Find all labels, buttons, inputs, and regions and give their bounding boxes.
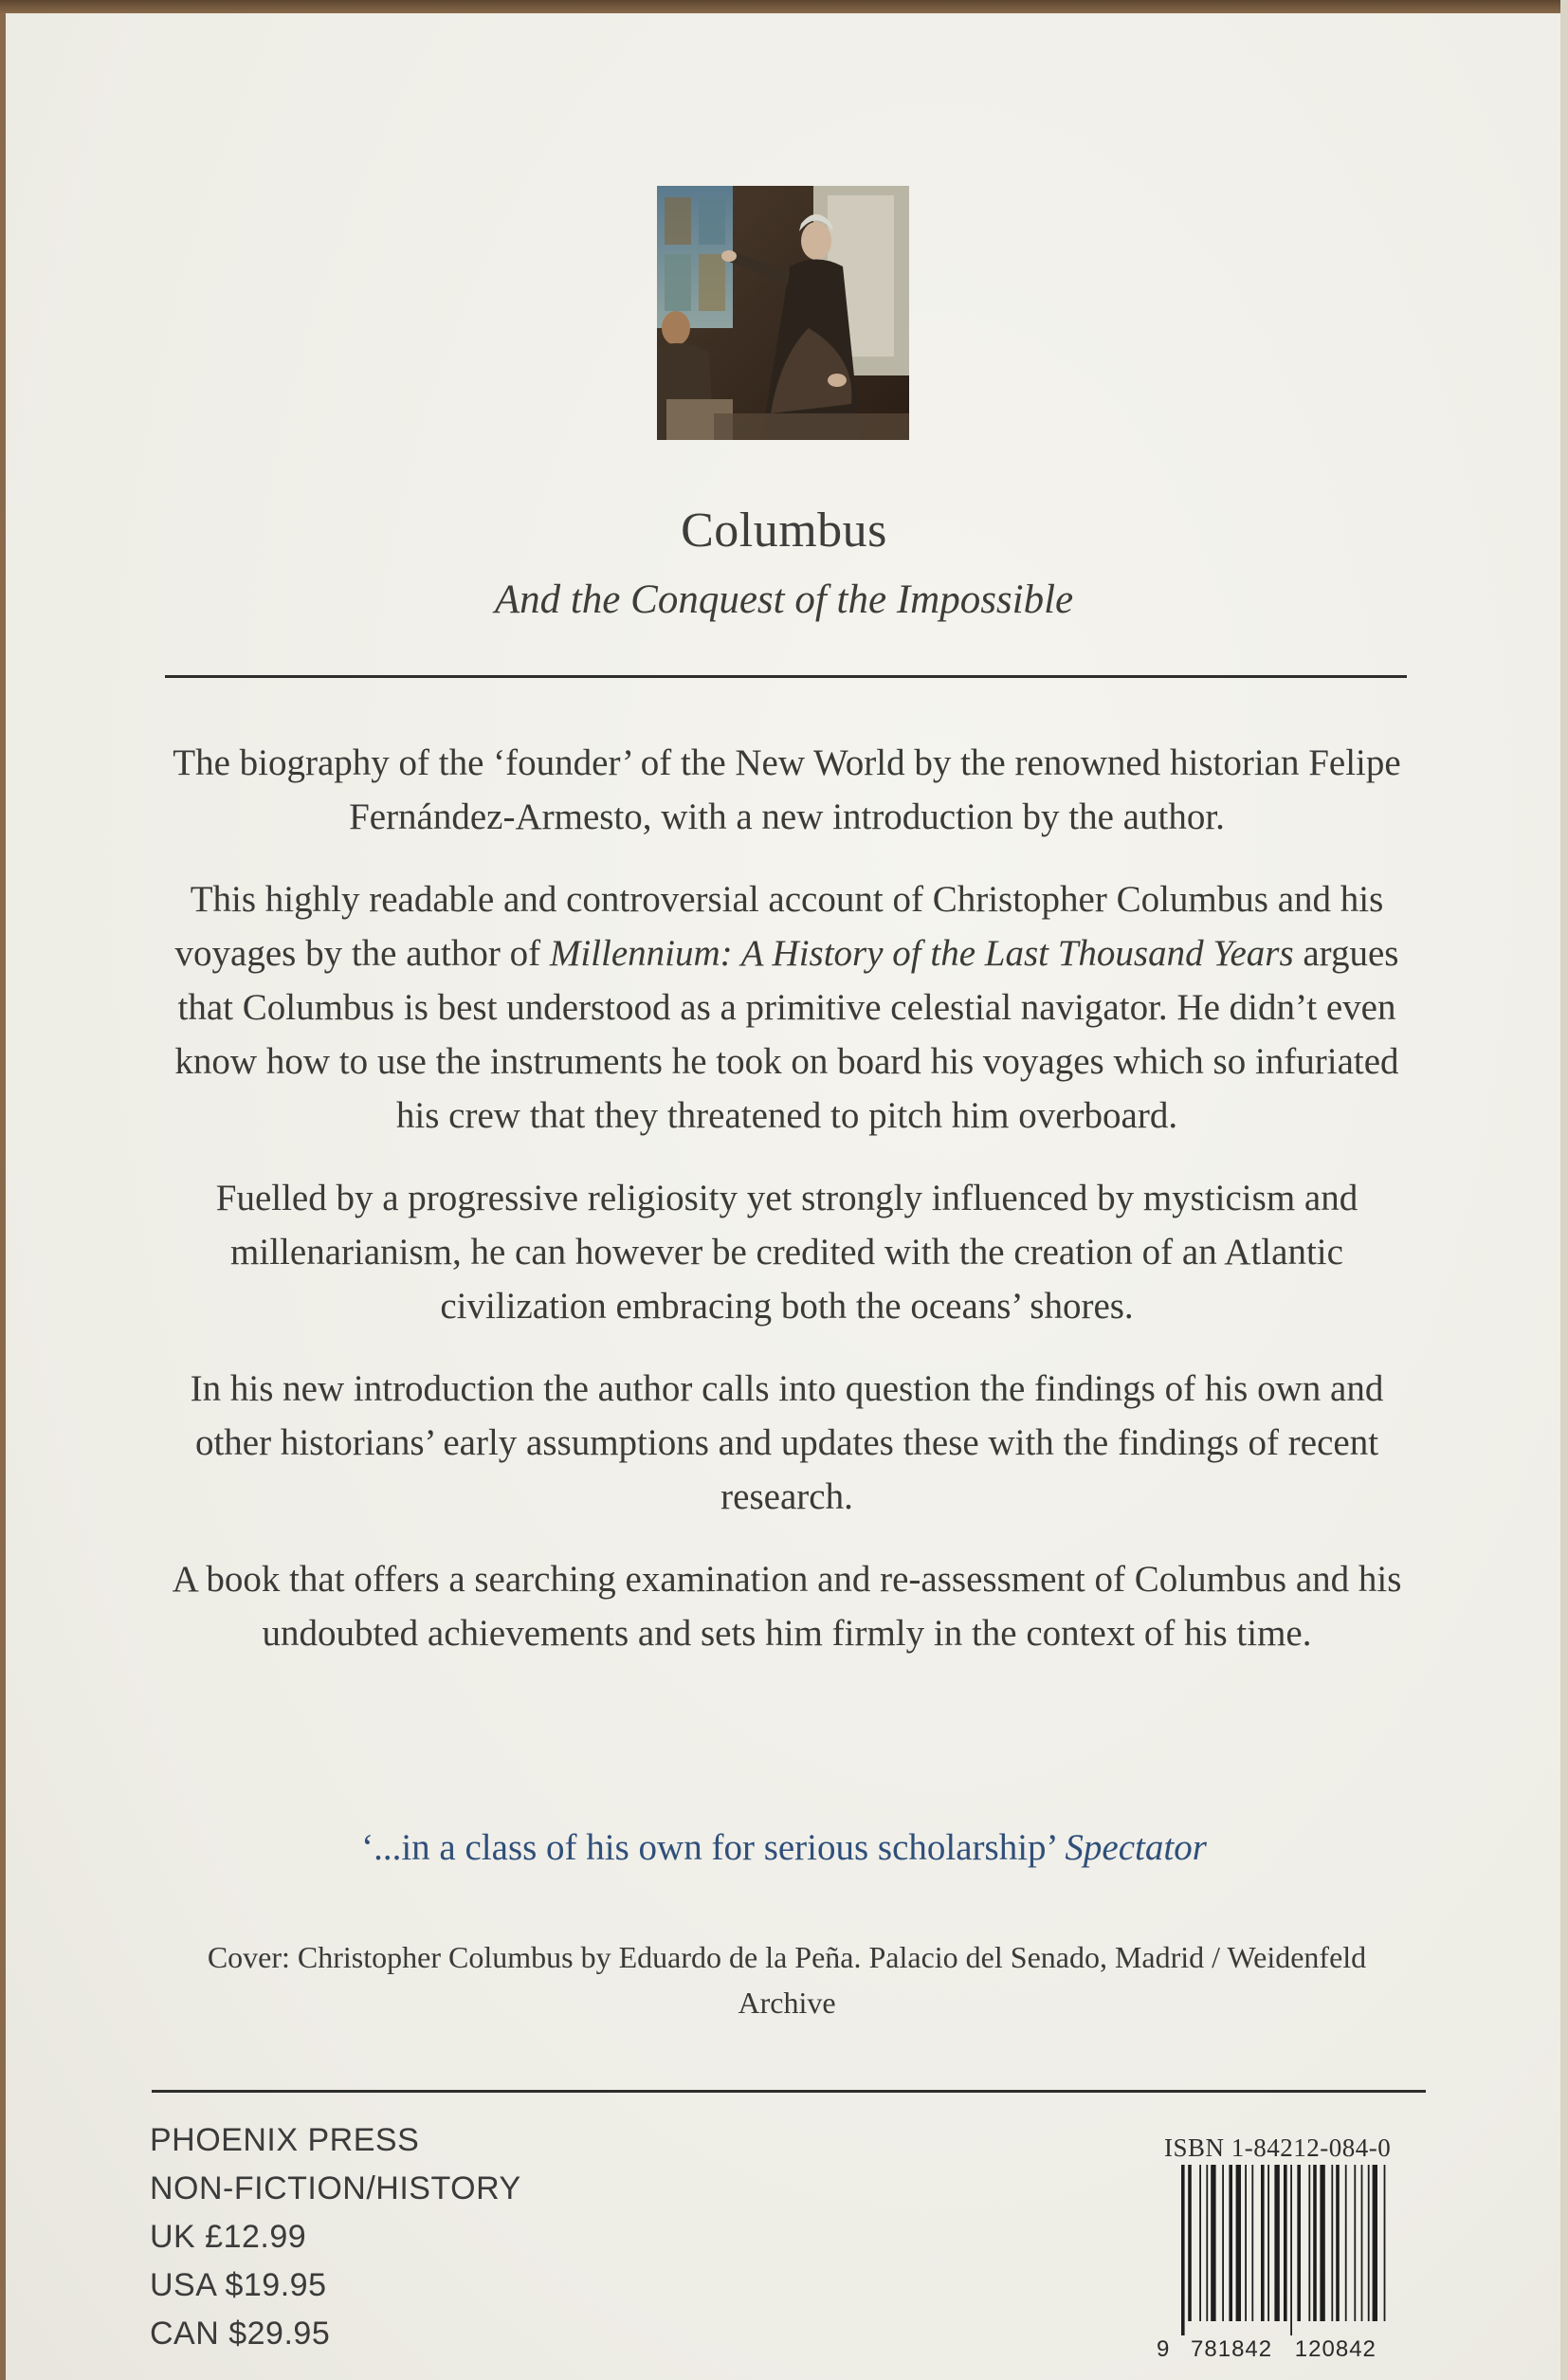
barcode-bar — [1211, 2165, 1215, 2321]
barcode-bar — [1181, 2165, 1185, 2335]
painting-columbus-portrait-icon — [657, 186, 909, 440]
cover-credit: Cover: Christopher Columbus by Eduardo de la Peña. Palacio del Senado, Madrid / Weidenfeld Archive — [207, 1940, 1367, 2020]
ean-first-digit: 9 — [1157, 2336, 1171, 2362]
book-subtitle: And the Conquest of the Impossible — [494, 577, 1074, 622]
barcode-bar — [1331, 2165, 1333, 2321]
barcode-bar — [1361, 2165, 1363, 2321]
barcode-bar — [1206, 2165, 1208, 2321]
book-title: Columbus — [681, 503, 887, 558]
barcode-bar — [1222, 2165, 1224, 2321]
book-right-edge — [1560, 0, 1568, 2380]
price-can: CAN $29.95 — [150, 2316, 331, 2352]
blurb-book-title-italic: Millennium: A History of the Last Thousand Years — [549, 933, 1294, 974]
cover-painting — [657, 186, 909, 440]
barcode-icon — [1157, 2165, 1431, 2345]
barcode-bar — [1384, 2165, 1386, 2321]
barcode-bar — [1297, 2165, 1301, 2321]
barcode-bar — [1236, 2165, 1241, 2321]
barcode-bar — [1188, 2165, 1192, 2321]
book-top-edge — [0, 0, 1568, 13]
blurb-paragraph-2 — [161, 872, 1413, 1143]
barcode-bar — [1267, 2165, 1269, 2321]
blurb-paragraph-2-text-a: This highly readable and controversial account of Christopher Columbus and his voyages by the author of — [174, 879, 1384, 974]
blurb-paragraph-1: The biography of the ‘founder’ of the New World by the renowned historian Felipe Fernández-Armesto, with a new introduction by the author. — [173, 742, 1401, 837]
ean-right-group: 120842 — [1294, 2336, 1377, 2362]
barcode-block — [1157, 2133, 1431, 2362]
barcode-bar — [1290, 2165, 1292, 2335]
barcode-bar — [1373, 2165, 1377, 2321]
barcode-bar — [1251, 2165, 1253, 2321]
barcode-bar — [1354, 2165, 1356, 2321]
divider-bottom — [152, 2090, 1426, 2093]
publisher-name: PHOENIX PRESS — [150, 2122, 420, 2158]
barcode-bar — [1261, 2165, 1265, 2321]
barcode-bar — [1320, 2165, 1324, 2321]
blurb — [161, 736, 1413, 1689]
barcode-bar — [1274, 2165, 1279, 2321]
price-uk: UK £12.99 — [150, 2219, 307, 2255]
barcode-bar — [1245, 2165, 1247, 2321]
blurb-paragraph-5: A book that offers a searching examination and re-assessment of Columbus and his undoubted achievements and sets him firmly in the context of his time. — [172, 1559, 1402, 1654]
barcode-bar — [1199, 2165, 1201, 2321]
barcode-bar — [1336, 2165, 1340, 2321]
imprint-block — [150, 2116, 521, 2358]
book-category: NON-FICTION/HISTORY — [150, 2170, 521, 2206]
review-source: Spectator — [1065, 1827, 1207, 1868]
isbn-label: ISBN 1-84212-084-0 — [1164, 2133, 1392, 2162]
barcode-bar — [1345, 2165, 1347, 2321]
barcode-bar — [1368, 2165, 1370, 2321]
barcode-bar — [1229, 2165, 1232, 2321]
blurb-paragraph-2-text-b: argues that Columbus is best understood as a primitive celestial navigator. He didn’t even know how to use the instruments he took on board his voyages which so infuriated his crew that they threatened to pitch him overboard. — [174, 933, 1399, 1136]
ean-digits — [1157, 2336, 1431, 2363]
barcode-bar — [1308, 2165, 1310, 2321]
review-quote-text: ‘...in a class of his own for serious scholarship’ — [361, 1827, 1056, 1868]
divider-top — [165, 675, 1407, 678]
blurb-paragraph-4: In his new introduction the author calls into question the findings of his own and other historians’ early assumptions and updates these with the findings of recent research. — [190, 1368, 1384, 1517]
barcode-bar — [1284, 2165, 1287, 2321]
barcode-bar — [1313, 2165, 1317, 2321]
price-usa: USA $19.95 — [150, 2267, 327, 2303]
blurb-paragraph-3: Fuelled by a progressive religiosity yet strongly influenced by mysticism and millenarianism, he can however be credited with the creation of an Atlantic civilization embracing both the oceans’ shores. — [215, 1178, 1358, 1327]
ean-left-group: 781842 — [1191, 2336, 1273, 2362]
review-quote — [0, 1826, 1568, 1869]
